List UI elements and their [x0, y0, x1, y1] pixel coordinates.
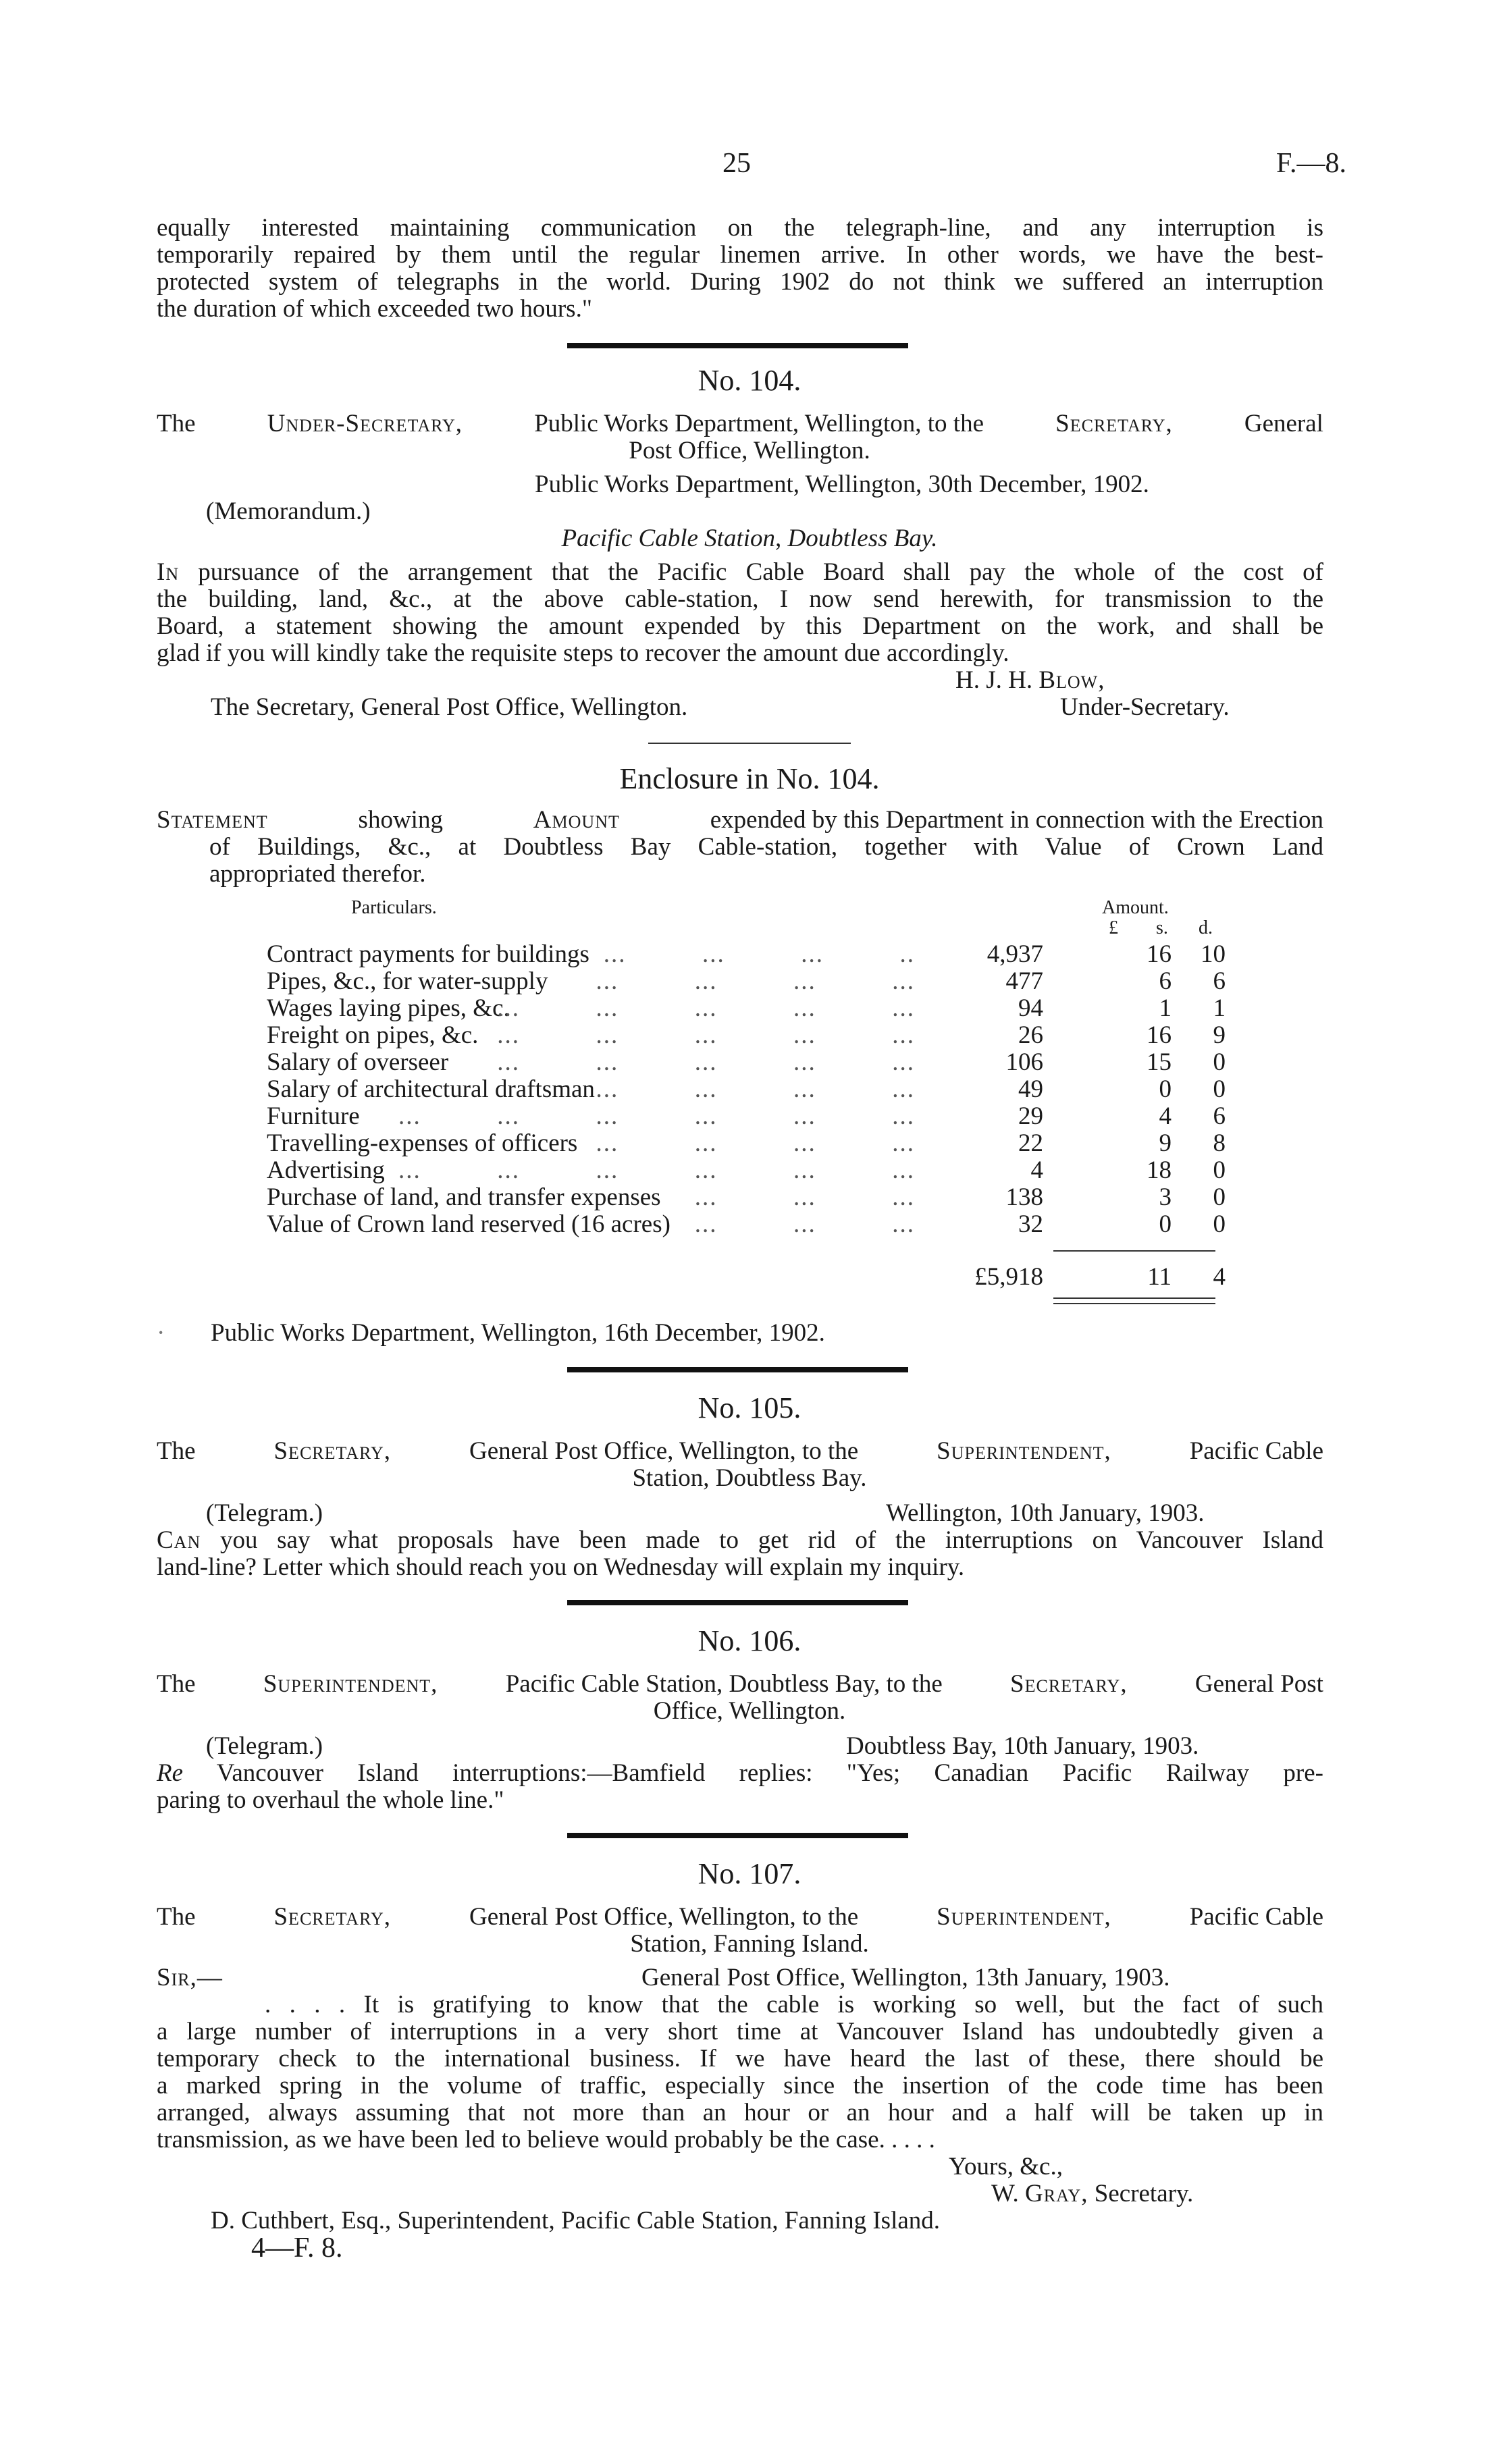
section-heading-106: No. 106. — [698, 1624, 801, 1657]
address-line — [157, 410, 1323, 437]
address-end: General — [1244, 410, 1323, 437]
row-shillings: 15 — [1147, 1048, 1172, 1076]
row-label: Furniture — [267, 1102, 360, 1130]
signature-title: Under-Secretary. — [1060, 693, 1230, 721]
recipient-title: Secretary, — [1010, 1670, 1128, 1698]
body-line — [157, 1760, 1323, 1787]
leader-dots: ... ... ... ... — [596, 1129, 915, 1157]
page-number: 25 — [722, 148, 751, 179]
leader-dots: ... ... ... ... ... — [497, 994, 915, 1022]
particulars-header: Particulars. — [351, 897, 437, 918]
row-pounds: 138 — [1005, 1183, 1043, 1211]
address-middle: General Post Office, Wellington, to the — [469, 1903, 859, 1931]
row-pounds: 32 — [1018, 1210, 1043, 1238]
addressee: The Secretary, General Post Office, Wellington. — [211, 693, 688, 721]
leader-dots: ... ... ... — [694, 1210, 915, 1238]
printer-signature: 4—F. 8. — [251, 2232, 343, 2264]
statement-row — [267, 1156, 1226, 1183]
body-line: the building, land, &c., at the above cable-station, I now send herewith, for transmission to the — [157, 585, 1323, 613]
statement-heading-line-2: of Buildings, &c., at Doubtless Bay Cable-station, together with Value of Crown Land — [209, 833, 1323, 861]
row-pence: 0 — [1213, 1156, 1226, 1184]
telegram-label: (Telegram.) — [206, 1732, 323, 1760]
section-divider — [567, 1833, 908, 1838]
statement-heading-line — [157, 807, 1323, 834]
address-word: The — [157, 410, 196, 437]
address-end: Pacific Cable — [1189, 1437, 1323, 1465]
leader-dots: ... ... ... ... ... — [497, 1021, 915, 1049]
row-shillings: 6 — [1159, 967, 1172, 995]
row-pence: 0 — [1213, 1075, 1226, 1103]
pence-header: d. — [1199, 917, 1213, 938]
shillings-header: s. — [1156, 917, 1168, 938]
signature-title: Secretary. — [1094, 2180, 1194, 2207]
date-line: Public Works Department, Wellington, 30th December, 1902. — [535, 471, 1149, 498]
row-label: Travelling-expenses of officers — [267, 1129, 578, 1157]
sender-title: Under-Secretary, — [267, 410, 463, 437]
leader-dots: ... ... ... ... — [596, 967, 915, 995]
row-pounds: 106 — [1005, 1048, 1043, 1076]
body-text: Vancouver Island interruptions:—Bamfield replies: "Yes; Canadian Pacific Railway pre- — [216, 1759, 1323, 1787]
salutation: Sir,— — [157, 1964, 223, 1991]
intro-line: temporarily repaired by them until the regular linemen arrive. In other words, we have the best- — [157, 241, 1323, 269]
body-line: a marked spring in the volume of traffic, especially since the insertion of the code time has been — [157, 2072, 1323, 2099]
closing: Yours, &c., — [949, 2153, 1063, 2180]
row-pounds: 26 — [1018, 1021, 1043, 1049]
body-line: Board, a statement showing the amount expended by this Department on the work, and shall be — [157, 612, 1323, 640]
statement-row — [267, 994, 1226, 1021]
row-pounds: 29 — [1018, 1102, 1043, 1130]
row-label: Contract payments for buildings — [267, 940, 589, 968]
section-heading-105: No. 105. — [698, 1391, 801, 1424]
body-line: glad if you will kindly take the requisite steps to recover the amount due accordingly. — [157, 639, 1009, 667]
row-pence: 0 — [1213, 1048, 1226, 1076]
body-line: transmission, as we have been led to believe would probably be the case. . . . . — [157, 2126, 935, 2153]
sender-title: Secretary, — [273, 1437, 392, 1465]
section-heading-104: No. 104. — [698, 364, 801, 397]
body-first-word: In — [157, 558, 180, 586]
total-rule — [1053, 1250, 1215, 1252]
signature-surname: Gray, — [1025, 2180, 1088, 2207]
body-line: land-line? Letter which should reach you on Wednesday will explain my inquiry. — [157, 1553, 965, 1581]
leader-dots: ... ... ... — [694, 1183, 915, 1211]
signature — [955, 667, 1105, 694]
statement-row — [267, 1021, 1226, 1048]
total-double-rule-1 — [1053, 1297, 1215, 1299]
address-line — [157, 1904, 1323, 1931]
intro-line: equally interested maintaining communication on the telegraph-line, and any interruption is — [157, 214, 1323, 242]
body-line: a large number of interruptions in a very short time at Vancouver Island has undoubtedly given a — [157, 2018, 1323, 2045]
section-divider — [567, 343, 908, 348]
row-pence: 1 — [1213, 994, 1226, 1022]
row-shillings: 4 — [1159, 1102, 1172, 1130]
leader-dots: ... ... ... .. — [603, 940, 915, 968]
section-heading-107: No. 107. — [698, 1857, 801, 1890]
row-label: Advertising — [267, 1156, 385, 1184]
statement-row — [267, 1210, 1226, 1237]
row-pence: 9 — [1213, 1021, 1226, 1049]
address-word: The — [157, 1903, 196, 1931]
body-line: paring to overhaul the whole line." — [157, 1786, 504, 1814]
address-line-2: Office, Wellington. — [653, 1697, 846, 1725]
row-pounds: 477 — [1005, 967, 1043, 995]
leader-dots: ... ... ... ... ... — [497, 1048, 915, 1076]
bullet-mark: · — [157, 1319, 165, 1347]
row-label: Pipes, &c., for water-supply — [267, 967, 548, 995]
body-text: you say what proposals have been made to get rid of the interruptions on Vancouver Island — [219, 1526, 1323, 1554]
showing-word: showing — [358, 806, 443, 834]
heading-rest: expended by this Department in connection with the Erection — [710, 806, 1323, 834]
row-pounds: 4,937 — [987, 940, 1043, 968]
body-line — [157, 559, 1323, 586]
row-pounds: 22 — [1018, 1129, 1043, 1157]
row-shillings: 16 — [1147, 940, 1172, 968]
row-label: Freight on pipes, &c. — [267, 1021, 479, 1049]
body-text: pursuance of the arrangement that the Pacific Cable Board shall pay the whole of the cost of — [198, 558, 1324, 586]
row-shillings: 0 — [1159, 1075, 1172, 1103]
row-pence: 6 — [1213, 967, 1226, 995]
address-line — [157, 1671, 1323, 1698]
row-shillings: 18 — [1147, 1156, 1172, 1184]
date-line: General Post Office, Wellington, 13th January, 1903. — [641, 1964, 1170, 1991]
statement-row — [267, 1129, 1226, 1156]
statement-row — [267, 967, 1226, 994]
total-pence: 4 — [1213, 1263, 1226, 1291]
statement-row — [267, 1183, 1226, 1210]
address-word: The — [157, 1670, 196, 1698]
enclosure-heading: Enclosure in No. 104. — [619, 762, 880, 795]
leader-dots: ... ... ... ... ... ... — [398, 1102, 915, 1130]
body-first-word: Can — [157, 1526, 201, 1554]
address-middle: Pacific Cable Station, Doubtless Bay, to the — [505, 1670, 943, 1698]
row-pounds: 49 — [1018, 1075, 1043, 1103]
body-line: temporary check to the international business. If we have heard the last of these, there should be — [157, 2045, 1323, 2072]
statement-heading-line-3: appropriated therefor. — [209, 860, 426, 888]
row-pence: 10 — [1201, 940, 1226, 968]
row-label: Purchase of land, and transfer expenses — [267, 1183, 661, 1211]
row-label: Salary of architectural draftsman — [267, 1075, 595, 1103]
signature-initial: W. — [991, 2180, 1019, 2207]
total-row — [267, 1262, 1226, 1289]
statement-word: Statement — [157, 806, 268, 834]
signature-surname: Blow, — [1038, 666, 1105, 694]
address-line — [157, 1438, 1323, 1465]
row-label: Value of Crown land reserved (16 acres) — [267, 1210, 670, 1238]
row-label: Wages laying pipes, &c. — [267, 994, 510, 1022]
address-end: Pacific Cable — [1189, 1903, 1323, 1931]
recipient-title: Secretary, — [1055, 410, 1173, 437]
body-line: . . . . It is gratifying to know that the cable is working so well, but the fact of such — [265, 1991, 1323, 2018]
recipient-title: Superintendent, — [937, 1903, 1111, 1931]
row-shillings: 1 — [1159, 994, 1172, 1022]
address-middle: Public Works Department, Wellington, to the — [534, 410, 984, 437]
address-end: General Post — [1194, 1670, 1323, 1698]
total-pounds: £5,918 — [974, 1263, 1043, 1291]
row-shillings: 3 — [1159, 1183, 1172, 1211]
sender-title: Secretary, — [273, 1903, 392, 1931]
row-pounds: 4 — [1030, 1156, 1043, 1184]
short-divider — [648, 743, 851, 744]
intro-line: the duration of which exceeded two hours." — [157, 295, 592, 323]
pounds-header: £ — [1109, 917, 1118, 938]
row-pence: 6 — [1213, 1102, 1226, 1130]
row-pence: 8 — [1213, 1129, 1226, 1157]
section-divider — [567, 1600, 908, 1605]
leader-dots: ... ... ... ... ... ... — [398, 1156, 915, 1184]
address-middle: General Post Office, Wellington, to the — [469, 1437, 859, 1465]
row-label: Salary of overseer — [267, 1048, 449, 1076]
page-reference: F.—8. — [1276, 148, 1346, 179]
addressee: D. Cuthbert, Esq., Superintendent, Pacific Cable Station, Fanning Island. — [211, 2207, 941, 2234]
subject-line: Pacific Cable Station, Doubtless Bay. — [561, 525, 938, 552]
leader-dots: ... ... ... ... — [596, 1075, 915, 1103]
row-pounds: 94 — [1018, 994, 1043, 1022]
row-shillings: 0 — [1159, 1210, 1172, 1238]
date-line: Doubtless Bay, 10th January, 1903. — [846, 1732, 1199, 1760]
address-line-2: Post Office, Wellington. — [629, 437, 870, 464]
total-double-rule-2 — [1053, 1303, 1215, 1304]
telegram-label: (Telegram.) — [206, 1499, 323, 1527]
signature — [991, 2180, 1193, 2207]
enclosure-footer: Public Works Department, Wellington, 16th December, 1902. — [211, 1319, 825, 1347]
signature-initials: H. J. H. — [955, 666, 1033, 694]
statement-row — [267, 1048, 1226, 1075]
sender-title: Superintendent, — [263, 1670, 438, 1698]
row-shillings: 9 — [1159, 1129, 1172, 1157]
date-line: Wellington, 10th January, 1903. — [886, 1499, 1205, 1527]
recipient-title: Superintendent, — [937, 1437, 1111, 1465]
amount-header: Amount. — [1102, 897, 1169, 918]
section-divider — [567, 1367, 908, 1372]
body-line — [157, 1527, 1323, 1554]
total-shillings: 11 — [1147, 1263, 1172, 1291]
body-first-word: Re — [157, 1759, 184, 1787]
intro-line: protected system of telegraphs in the world. During 1902 do not think we suffered an interruption — [157, 268, 1323, 296]
memo-label: (Memorandum.) — [206, 498, 371, 525]
row-shillings: 16 — [1147, 1021, 1172, 1049]
address-line-2: Station, Doubtless Bay. — [632, 1464, 867, 1492]
address-line-2: Station, Fanning Island. — [630, 1930, 869, 1958]
statement-row — [267, 1075, 1226, 1102]
statement-row — [267, 940, 1226, 967]
body-line: arranged, always assuming that not more than an hour or an hour and a half will be taken up in — [157, 2099, 1323, 2126]
row-pence: 0 — [1213, 1210, 1226, 1238]
address-word: The — [157, 1437, 196, 1465]
amount-word: Amount — [533, 806, 620, 834]
statement-row — [267, 1102, 1226, 1129]
row-pence: 0 — [1213, 1183, 1226, 1211]
